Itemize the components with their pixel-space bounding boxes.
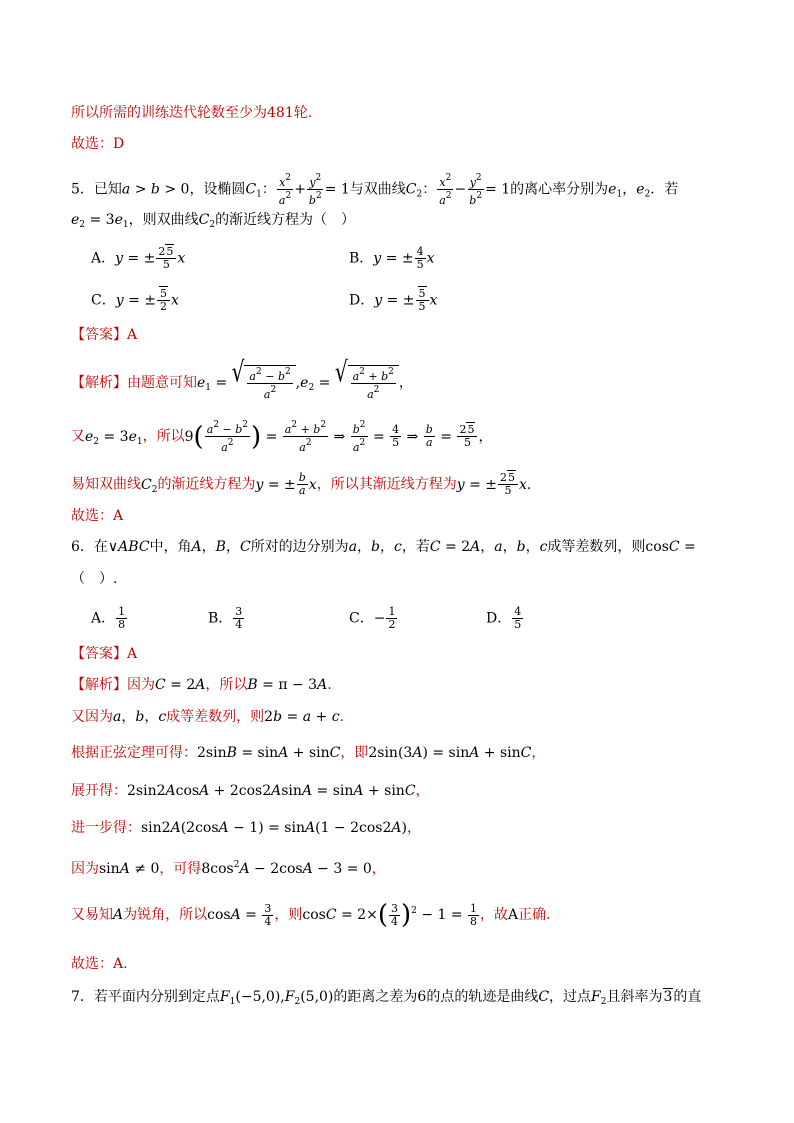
q6-analysis-line1: 【解析】因为C = 2A，所以B = π − 3A. [71, 677, 332, 693]
q6-analysis-line5: 进一步得：sin2A(2cosA − 1) = sinA(1 − 2cos2A)， [71, 820, 421, 836]
q5-analysis-line3: 易知双曲线$C_2$的渐近线方程为y = ± $\frac{b}{a}$ x，所以其渐近线方程为y = ± $\frac{25}{5}$ x. [71, 471, 532, 497]
q6-choose-a: 故选：A. [71, 956, 128, 972]
q6-analysis-line4: 展开得：2sin2AcosA + 2cos2AsinA = sinA + sinC， [71, 783, 430, 799]
q6-answer: 【答案】A [71, 646, 138, 662]
q6-analysis-line3: 根据正弦定理可得：2sinB = sinA + sinC，即2sin(3A) = sinA + sinC， [71, 745, 546, 761]
q6-analysis-line2: 又因为a，b，c成等差数列，则2b = a + c. [71, 709, 344, 725]
q5-option-c: C．y = ± $\frac{5}{2}$ x [91, 287, 179, 313]
q5-option-d: D．y = ± $\frac{5}{5}$ x [349, 287, 438, 313]
prev-choose-d: 故选：D [71, 136, 125, 152]
q6-stem-line1: 6．在∨ABC中，角A，B，C所对的边分别为a，b，c，若C = 2A，a，b，c成等差数列，则cosC = [71, 539, 696, 555]
q6-option-c: C．− $\frac{1}{2}$ [349, 605, 396, 631]
q5-analysis-line1: 【解析】由题意可知$e_1$ = √ $\frac{a^2 - b^2}{a^2}$ $,e_2$ = √ $\frac{a^2 + b^2}{a^2}$ ， [71, 355, 413, 401]
q5-stem-line1: 5．已知a > b > 0，设椭圆$C_1$： $\frac{x^2}{a^2}$ + $\frac{y^2}{b^2}$ = 1与双曲线$C_2$： $\frac{x^2}{a^2}$ − $\frac{y^2}{b^2}$ = 1的离心率分别为$e_1$，$e_2$．若 [71, 173, 679, 207]
q7-stem-line1: 7．若平面内分别到定点$F_1(-5,0),F_2(5,0)$的距离之差为6的点的轨迹是曲线C，过点$F_2$且斜率为3的直 [71, 989, 702, 1007]
q6-analysis-line7: 又易知A为锐角，所以cosA = $\frac{3}{4}$ ，则cosC = 2×( $\frac{3}{4}$ )$^2$ − 1 = $\frac{1}{8}$ ，故A正确. [71, 900, 551, 930]
q6-stem-line2: （ ）. [71, 571, 118, 587]
q5-option-a: A．y = ± $\frac{25}{5}$ x [91, 245, 186, 271]
prev-conclusion: 所以所需的训练迭代轮数至少为481轮. [71, 105, 313, 121]
q6-option-d: D． $\frac{4}{5}$ [486, 605, 522, 631]
q5-option-b: B．y = ± $\frac{4}{5}$ x [349, 245, 435, 271]
q5-choose-a: 故选：A [71, 508, 124, 524]
q5-stem-line2: $e_2 = 3e_1$，则双曲线$C_2$的渐近线方程为（ ） [71, 212, 356, 230]
q5-answer: 【答案】A [71, 327, 138, 343]
q6-analysis-line6: 因为sinA ≠ 0，可得$8\cos^2A - 2\cos A - 3 = 0$， [71, 860, 386, 877]
q5-analysis-line2: 又$e_2 = 3e_1$，所以9( $\frac{a^2 - b^2}{a^2}$ ) = $\frac{a^2 + b^2}{a^2}$ ⇒ $\frac{b^2}{a^2}$ = $\frac{4}{5}$ ⇒ $\frac{b}{a}$ = $\frac{25}{5}$ ， [71, 420, 493, 454]
q6-option-a: A． $\frac{1}{8}$ [91, 605, 126, 631]
q6-option-b: B． $\frac{3}{4}$ [208, 605, 243, 631]
